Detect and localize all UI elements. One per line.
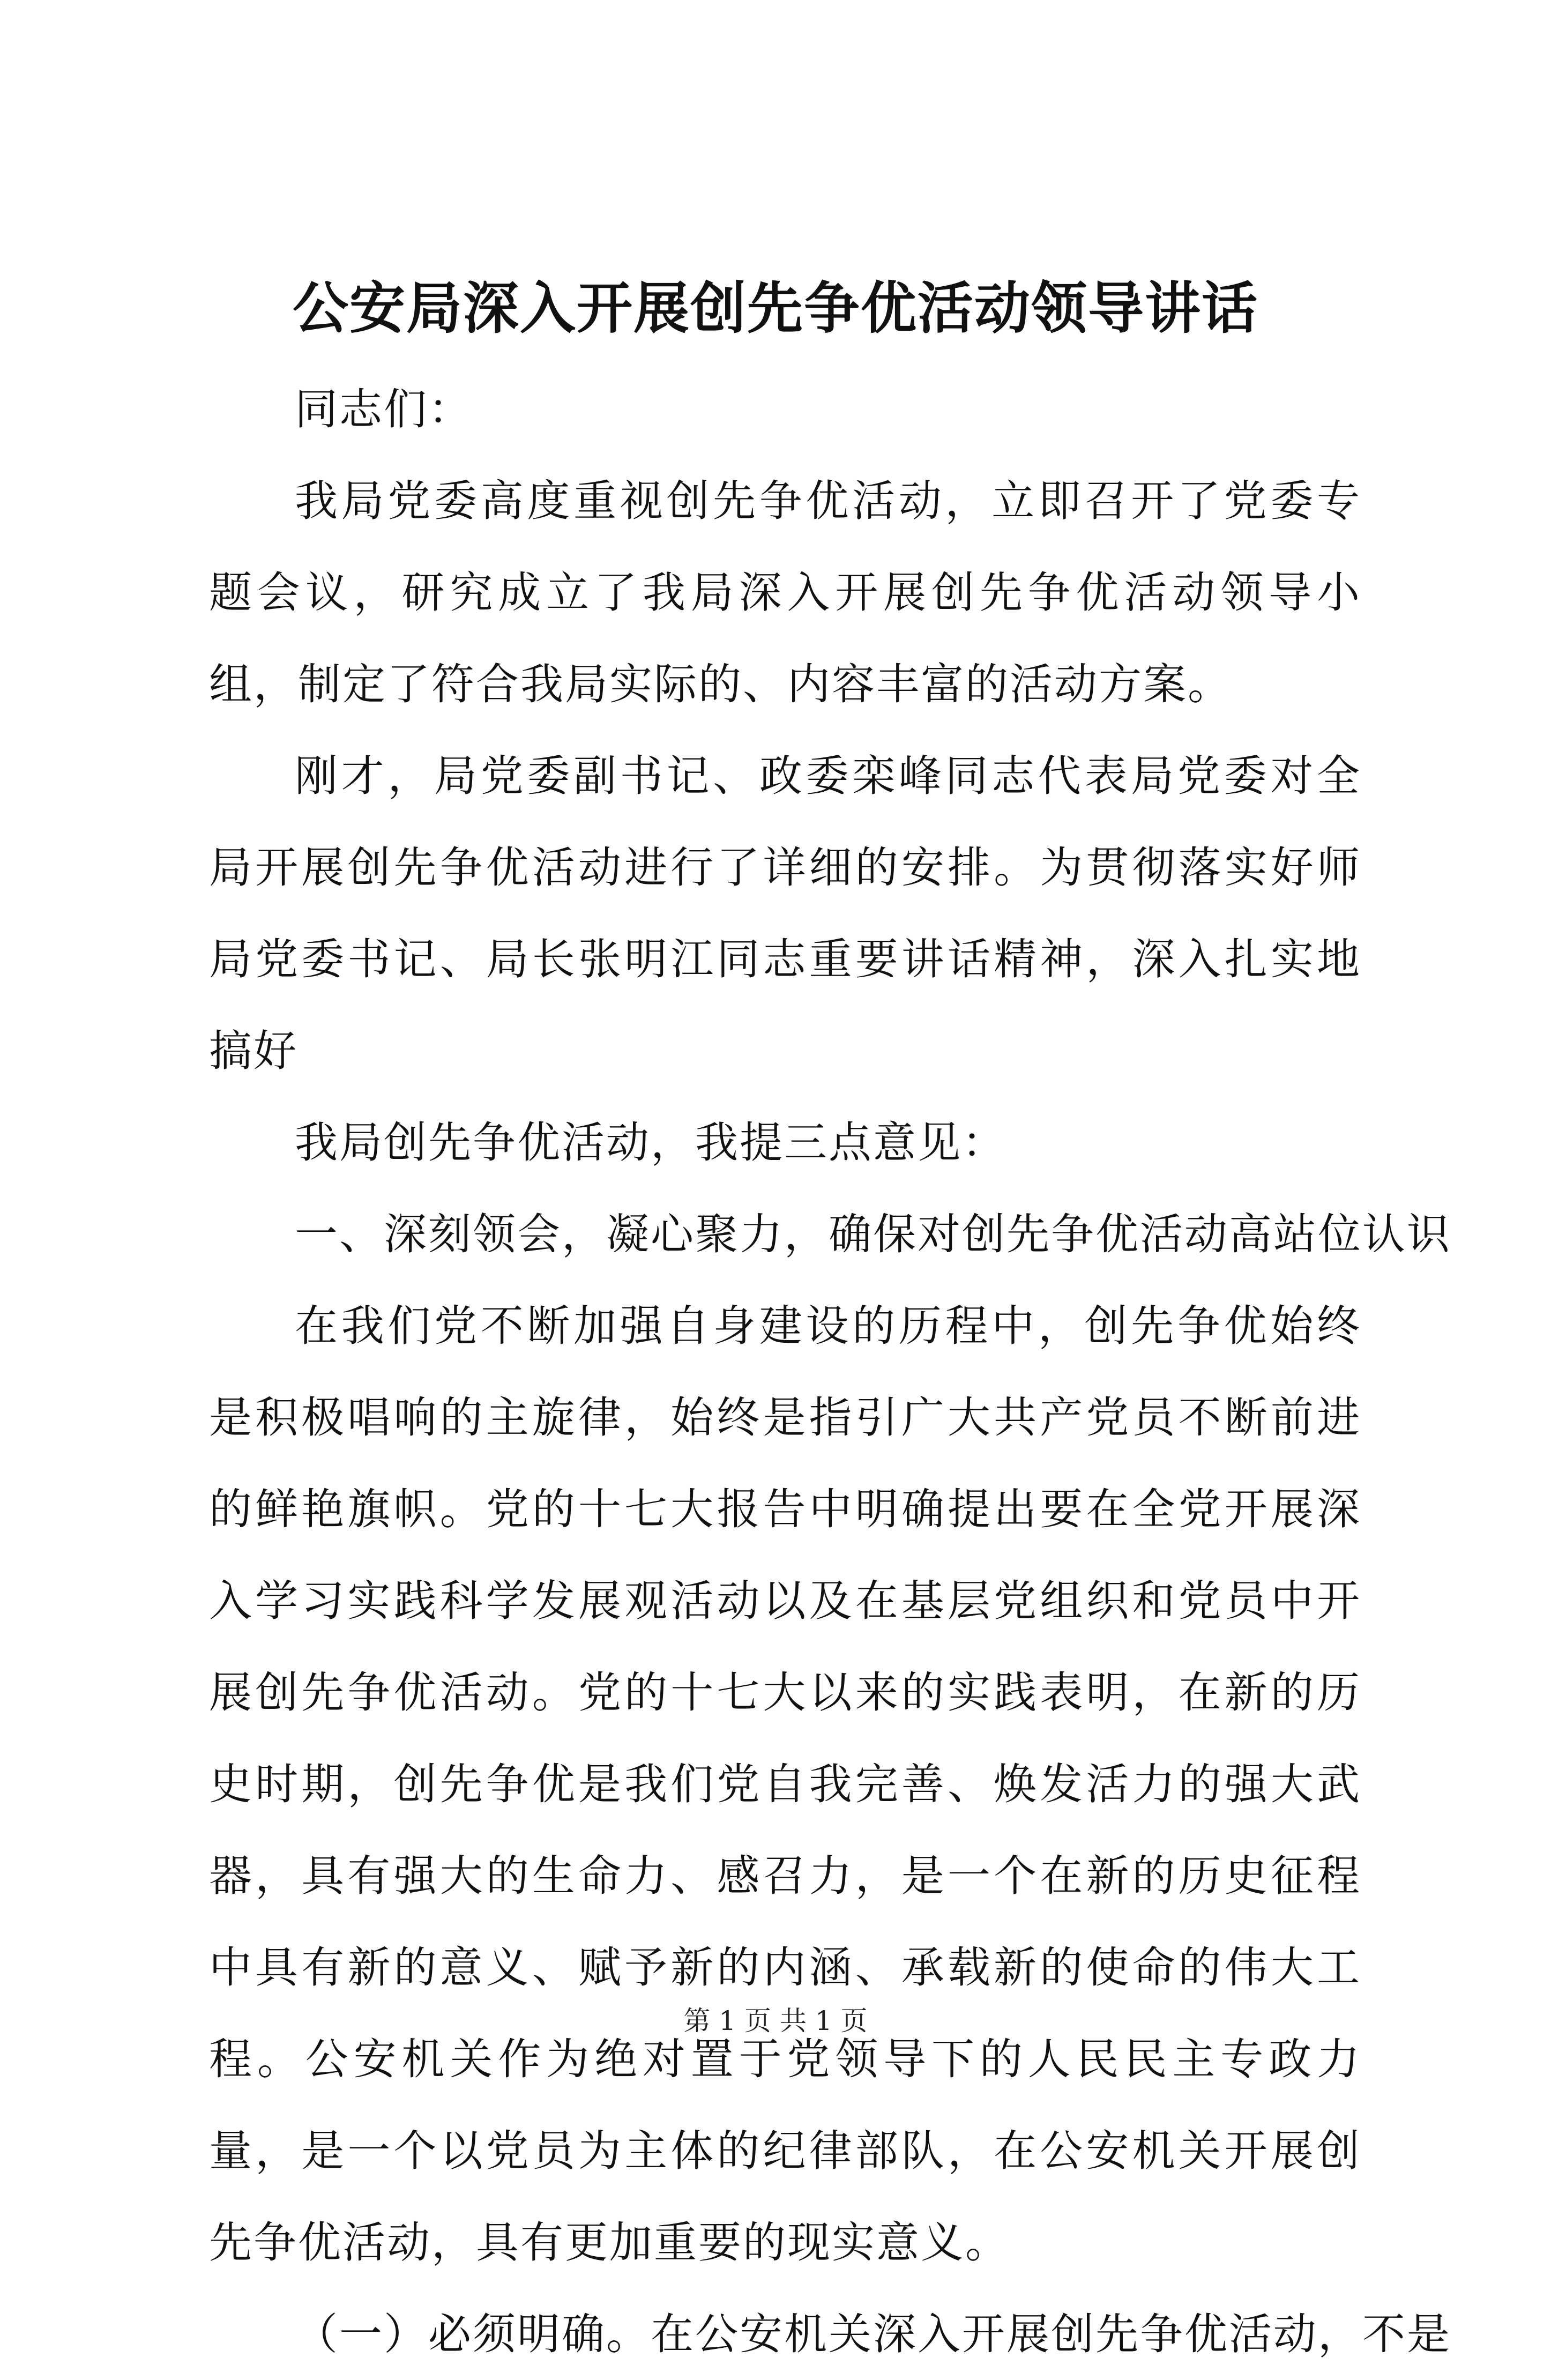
section-heading: 一、深刻领会，凝心聚力，确保对创先争优活动高站位认识 xyxy=(295,1209,1451,1259)
salutation: 同志们： xyxy=(295,384,473,434)
paragraph: 在我们党不断加强自身建设的历程中，创先争优始终是积极唱响的主旋律，始终是指引广大共产党员不断前进的鲜艳旗帜。党的十七大报告中明确提出要在全党开展深入学习实践科学发展观活动以及在基层党组织和党员中开展创先争优活动。党的十七大以来的实践表明，在新的历史时期，创先争优是我们党自我完善、焕发活力的强大武器，具有强大的生命力、感召力，是一个在新的历史征程中具有新的意义、赋予新的内涵、承载新的使命的伟大工程。公安机关作为绝对置于党领导下的人民民主专政力量，是一个以党员为主体的纪律部队，在公安机关开展创先争优活动，具有更加重要的现实意义。 xyxy=(209,1301,1361,2267)
paragraph: （一）必须明确。在公安机关深入开展创先争优活动，不是 xyxy=(295,2309,1451,2359)
paragraph: 我局创先争优活动，我提三点意见： xyxy=(295,1118,1006,1167)
paragraph: 我局党委高度重视创先争优活动，立即召开了党委专题会议，研究成立了我局深入开展创先争优活动领导小组，制定了符合我局实际的、内容丰富的活动方案。 xyxy=(209,476,1361,709)
document-body xyxy=(209,363,1451,2380)
page-footer: 第 1 页 共 1 页 xyxy=(683,2005,868,2036)
document-title: 公安局深入开展创先争优活动领导讲话 xyxy=(292,275,1258,341)
paragraph: 刚才，局党委副书记、政委栾峰同志代表局党委对全局开展创先争优活动进行了详细的安排。为贯彻落实好师局党委书记、局长张明江同志重要讲话精神，深入扎实地搞好 xyxy=(209,751,1361,1076)
